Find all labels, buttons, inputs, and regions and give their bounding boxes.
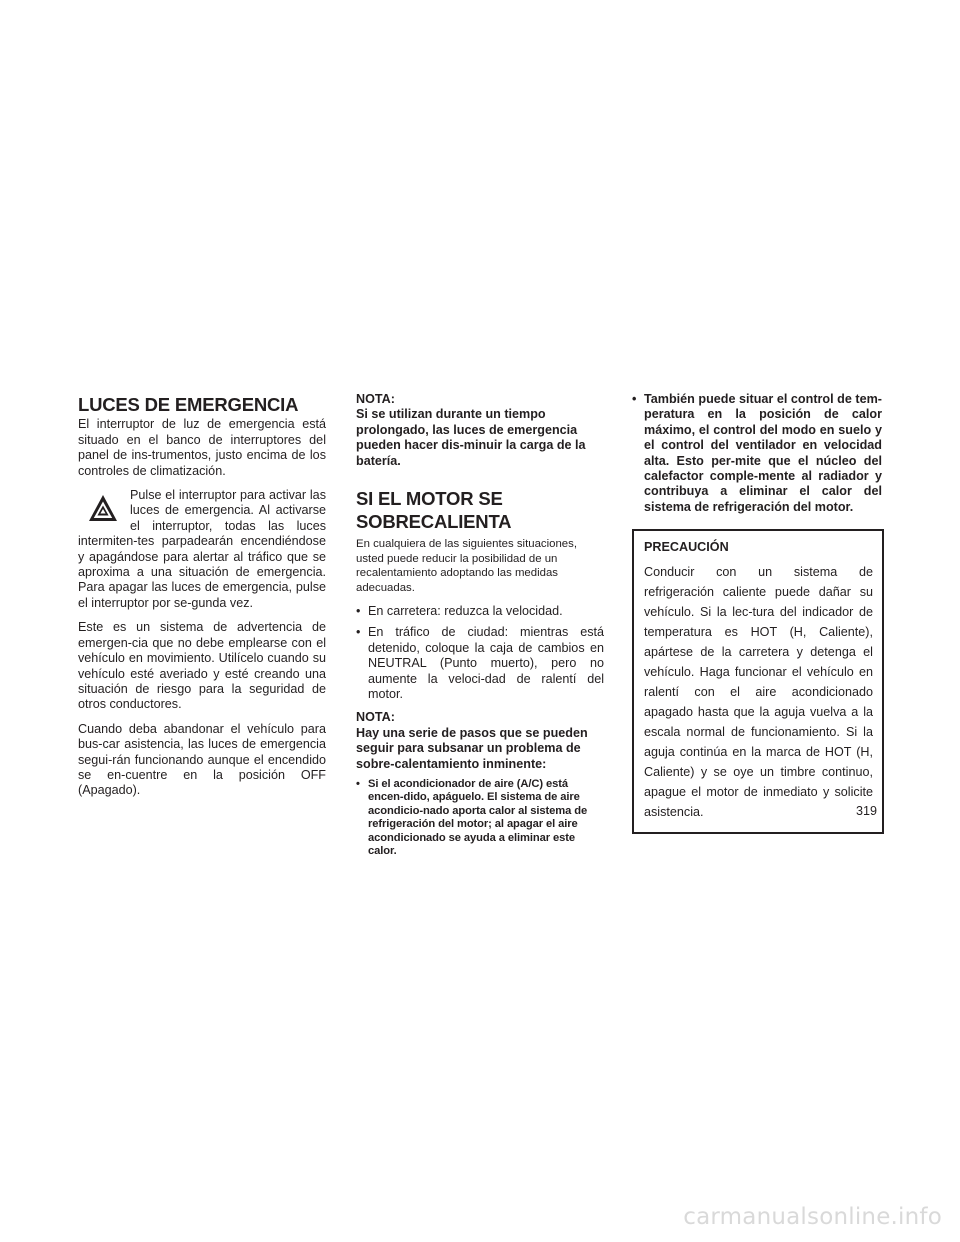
list-item: • También puede situar el control de tem-peratura en la posición de calor máximo, el control del modo en suelo y el control del ventilador en velocidad alta. Esto per-mite que el núcleo del calefactor comple-mente al radiador y contribuya a eliminar el calor del sistema de refrigeración del motor. bbox=[632, 392, 882, 514]
list-item: • En tráfico de ciudad: mientras está detenido, coloque la caja de cambios en NEUTRAL (Punto muerto), pero no aumente la veloci-dad de ralentí del motor. bbox=[356, 625, 604, 701]
list-item: • Si el acondicionador de aire (A/C) está encen-dido, apáguelo. El sistema de aire acondicio-nado aporta calor al sistema de refrigeración del motor; al apagar el aire acondicionado se ayuda a eliminar este calor. bbox=[356, 777, 588, 857]
overheating-steps-list bbox=[356, 778, 604, 858]
bullet-icon: • bbox=[356, 625, 361, 640]
battery-note-text: Si se utilizan durante un tiempo prolongado, las luces de emergencia pueden hacer dis-minuir la carga de la batería. bbox=[356, 407, 586, 468]
bullet-icon: • bbox=[632, 392, 637, 406]
hazard-switch-location-paragraph: El interruptor de luz de emergencia está situado en el banco de interruptores del panel de ins-trumentos, justo encima de los controles de climatización. bbox=[78, 417, 326, 478]
column-right bbox=[632, 392, 882, 834]
overheating-steps-note-text: Hay una serie de pasos que se pueden seguir para subsanar un problema de sobre-calentamiento inminente: bbox=[356, 725, 588, 771]
hazard-ignition-off-paragraph: Cuando deba abandonar el vehículo para bus-car asistencia, las luces de emergencia segui-rán funcionando aunque el encendido se en-cuentre en la posición OFF (Apagado). bbox=[78, 721, 326, 798]
column-middle bbox=[356, 392, 604, 866]
column-left bbox=[78, 392, 326, 808]
note-label: NOTA: bbox=[356, 392, 395, 406]
list-item: • En carretera: reduzca la velocidad. bbox=[356, 603, 563, 618]
overheating-steps-list-continued bbox=[632, 392, 882, 515]
page-number: 319 bbox=[856, 804, 878, 818]
hazard-warning-usage-paragraph: Este es un sistema de advertencia de emergen-cia que no debe emplearse con el vehículo en movimiento. Utilícelo cuando su vehículo esté averiado y esté creando una situación de riesgo para la seguridad de otros conductores. bbox=[78, 620, 326, 712]
watermark: carmanualsonline.info bbox=[683, 1204, 942, 1230]
caution-text: Conducir con un sistema de refrigeración caliente puede dañar su vehículo. Si la lec-tura del indicador de temperatura es HOT (H, Caliente), apártese de la carretera y detenga el vehículo. Haga funcionar el vehículo en ralentí con el aire acondicionado apagado hasta que la aguja vuelva a la escala normal de funcionamiento. Si la aguja continúa en la marca de HOT (H, Caliente) y se oye un timbre continuo, apague el motor de inmediato y solicite asistencia. bbox=[644, 565, 873, 820]
bullet-icon: • bbox=[356, 603, 361, 618]
overheating-tips-list bbox=[356, 604, 604, 702]
hazard-instructions-block bbox=[78, 488, 326, 611]
overheating-intro-paragraph: En cualquiera de las siguientes situaciones, usted puede reducir la posibilidad de un recalentamiento adoptando las medidas adecuadas. bbox=[356, 538, 577, 594]
section-heading-hazard-lights: LUCES DE EMERGENCIA bbox=[78, 394, 299, 415]
note-label: NOTA: bbox=[356, 710, 395, 725]
hazard-activate-paragraph: Pulse el interruptor para activar las luces de emergencia. Al activarse el interruptor, todas las luces intermiten-tes parpadearán encendiéndose y apagándose para alertar al tráfico que se aproxima a una situación de emergencia. Para apagar las luces de emergencia, pulse el interruptor por se-gunda vez. bbox=[78, 488, 326, 610]
section-heading-overheating: SI EL MOTOR SE SOBRECALIENTA bbox=[356, 488, 512, 533]
bullet-icon: • bbox=[356, 777, 360, 790]
caution-title: PRECAUCIÓN bbox=[644, 540, 729, 555]
caution-box bbox=[632, 529, 884, 834]
hazard-triangle-icon bbox=[88, 494, 118, 522]
